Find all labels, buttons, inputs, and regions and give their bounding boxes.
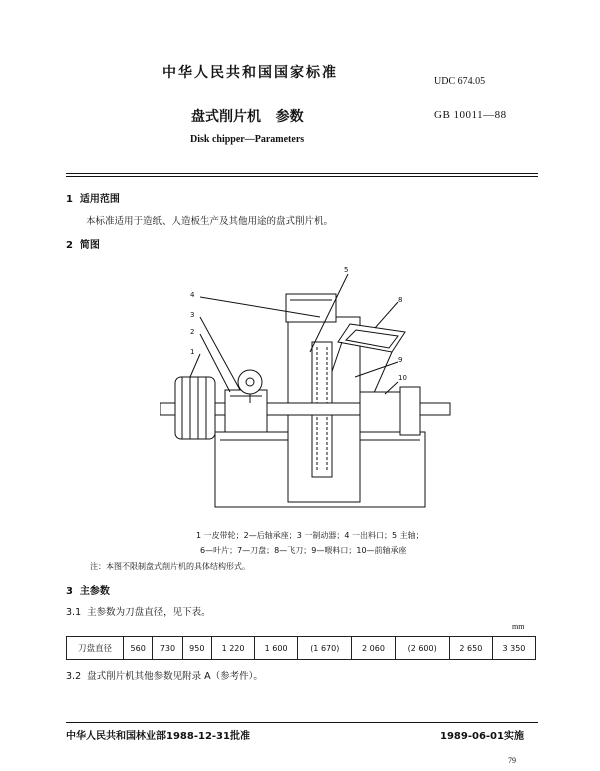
front-bearing [360,392,400,432]
section1-heading: 1 适用范围 [66,194,120,205]
gb-number: GB 10011—88 [434,109,507,121]
page-number: 79 [508,756,516,765]
org-title: 中华人民共和国国家标准 [162,65,338,81]
section1-body: 本标准适用于造纸、人造板生产及其他用途的盘式削片机。 [86,216,334,227]
approval-line: 中华人民共和国林业部1988-12-31批准 [66,731,250,742]
unit-label: mm [512,622,525,631]
footer-rule [66,722,538,723]
table-cell: 2 060 [352,637,395,660]
table-cell: (2 600) [395,637,449,660]
brake [238,370,262,394]
implementation-date: 1989-06-01实施 [440,731,524,742]
callout-3: 3 [190,311,195,319]
table-header-cell: 刀盘直径 [67,637,124,660]
pulley [175,377,215,439]
header-rule-2 [66,176,538,177]
callout-2: 2 [190,328,195,336]
table-cell: 560 [124,637,153,660]
callout-5: 5 [344,266,349,274]
table-cell: 950 [182,637,211,660]
callout-9: 9 [398,356,403,364]
udc-code: UDC 674.05 [434,76,486,87]
table-cell: 730 [153,637,182,660]
table-cell: 1 220 [211,637,254,660]
callout-8: 8 [398,296,403,304]
callout-1: 1 [190,348,195,356]
parameter-table [66,636,536,660]
section2-heading: 2 简图 [66,240,100,251]
callout-4: 4 [190,291,195,299]
table-cell: (1 670) [298,637,352,660]
figure-caption-line2: 6—叶片；7—刀盘；8—飞刀；9—喂料口；10—前轴承座 [200,546,407,555]
outlet-chute [286,294,336,322]
section3-sub2: 3.2 盘式削片机其他参数见附录 A（参考件）。 [66,671,263,682]
table-cell: 2 650 [449,637,492,660]
page-title: 盘式削片机 参数 [191,109,304,125]
table-cell: 3 350 [492,637,535,660]
header-rule-1 [66,173,538,174]
callout-10: 10 [398,374,407,382]
figure-caption-line1: 1 一皮带轮；2—后轴承座；3 一制动器；4 一出料口；5 主轴； [196,531,424,540]
figure-note: 注：本图不限制盘式削片机的具体结构形式。 [90,562,250,571]
section3-heading: 3 主参数 [66,586,110,597]
table-row [67,637,536,660]
chipper-diagram [160,262,460,512]
table-cell: 1 600 [255,637,298,660]
section3-sub1: 3.1 主参数为刀盘直径，见下表。 [66,607,211,618]
english-title: Disk chipper—Parameters [190,134,305,145]
